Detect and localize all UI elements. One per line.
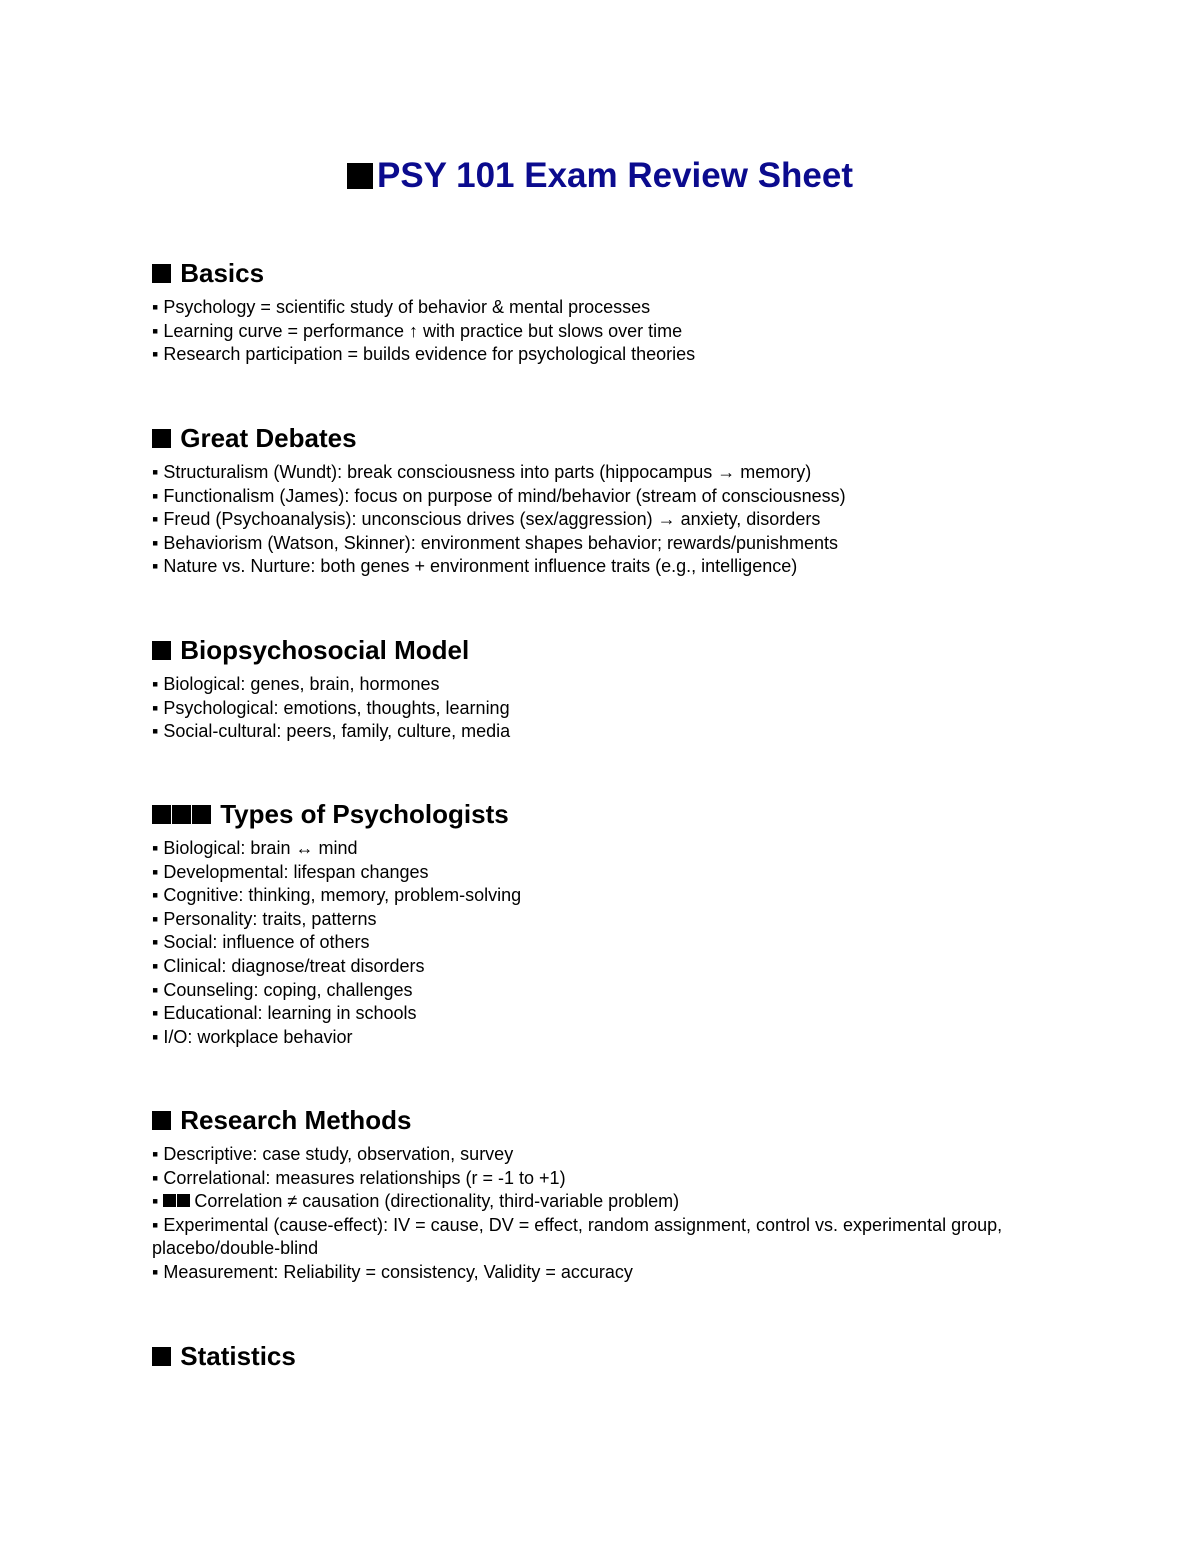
bullet-list	[152, 673, 1052, 744]
list-item: ▪ Biological: brain ↔ mind	[152, 838, 358, 858]
list-item: ▪ Cognitive: thinking, memory, problem-solving	[152, 885, 522, 906]
section-heading-text: Research Methods	[180, 1105, 412, 1135]
section-square-icon	[152, 264, 171, 283]
warning-square-icon	[163, 1194, 176, 1207]
list-item: ▪ Descriptive: case study, observation, survey	[152, 1144, 514, 1164]
section-types-of-psychologists	[152, 797, 1052, 1049]
section-heading-text: Biopsychosocial Model	[180, 635, 470, 665]
section-basics	[152, 256, 1052, 367]
section-heading	[152, 1339, 1052, 1373]
list-item: ▪ Correlation ≠ causation (directionality, third-variable problem)	[152, 1191, 680, 1212]
section-heading-text: Types of Psychologists	[220, 799, 509, 829]
page-title	[0, 153, 1200, 199]
list-item: ▪ Social: influence of others	[152, 932, 370, 953]
title-square-icon	[347, 163, 373, 189]
list-item: ▪ Social-cultural: peers, family, culture, media	[152, 721, 511, 742]
bullet-list	[152, 837, 1052, 1049]
section-heading	[152, 421, 1052, 455]
section-statistics	[152, 1339, 1052, 1373]
bullet-list	[152, 461, 1052, 579]
list-item: ▪ Clinical: diagnose/treat disorders	[152, 955, 425, 976]
section-heading-text: Great Debates	[180, 423, 357, 453]
list-item: ▪ Experimental (cause-effect): IV = cause, DV = effect, random assignment, control vs. experimental group, placebo/double-blind	[152, 1214, 1003, 1259]
section-square-icon	[152, 641, 171, 660]
bullet-list	[152, 1143, 1052, 1285]
section-heading	[152, 1103, 1052, 1137]
section-heading-text: Statistics	[180, 1341, 296, 1371]
list-item: ▪ Correlational: measures relationships (r = -1 to +1)	[152, 1167, 566, 1188]
list-item: ▪ Personality: traits, patterns	[152, 908, 377, 929]
list-item: ▪ Nature vs. Nurture: both genes + environment influence traits (e.g., intelligence)	[152, 556, 798, 577]
section-square-icon	[172, 805, 191, 824]
section-square-icon	[152, 805, 171, 824]
list-item: ▪ Counseling: coping, challenges	[152, 979, 413, 1000]
section-heading	[152, 797, 1052, 831]
section-heading-text: Basics	[180, 258, 265, 288]
list-item: ▪ Functionalism (James): focus on purpose of mind/behavior (stream of consciousness)	[152, 485, 846, 506]
section-biopsychosocial-model	[152, 633, 1052, 744]
list-item: ▪ Structuralism (Wundt): break consciousness into parts (hippocampus → memory)	[152, 462, 812, 482]
title-text: PSY 101 Exam Review Sheet	[376, 156, 854, 195]
section-research-methods	[152, 1103, 1052, 1285]
list-item: ▪ Educational: learning in schools	[152, 1003, 417, 1024]
section-square-icon	[152, 429, 171, 448]
list-item: ▪ Developmental: lifespan changes	[152, 861, 429, 882]
bullet-list	[152, 296, 1052, 367]
list-item: ▪ Freud (Psychoanalysis): unconscious drives (sex/aggression) → anxiety, disorders	[152, 509, 821, 530]
section-heading	[152, 633, 1052, 667]
list-item: ▪ Measurement: Reliability = consistency, Validity = accuracy	[152, 1261, 633, 1282]
list-item: ▪ Psychological: emotions, thoughts, learning	[152, 697, 510, 718]
list-item: ▪ I/O: workplace behavior	[152, 1026, 353, 1047]
list-item: ▪ Research participation = builds evidence for psychological theories	[152, 344, 696, 365]
list-item: ▪ Learning curve = performance ↑ with practice but slows over time	[152, 320, 683, 341]
section-square-icon	[192, 805, 211, 824]
section-square-icon	[152, 1111, 171, 1130]
list-item-text: Correlation ≠ causation (directionality, third-variable problem)	[194, 1191, 680, 1212]
list-item: ▪ Behaviorism (Watson, Skinner): environment shapes behavior; rewards/punishments	[152, 532, 839, 553]
section-heading	[152, 256, 1052, 290]
list-item: ▪ Psychology = scientific study of behavior & mental processes	[152, 297, 651, 317]
section-great-debates	[152, 421, 1052, 579]
list-item: ▪ Biological: genes, brain, hormones	[152, 674, 440, 694]
warning-square-icon	[177, 1194, 190, 1207]
section-square-icon	[152, 1347, 171, 1366]
